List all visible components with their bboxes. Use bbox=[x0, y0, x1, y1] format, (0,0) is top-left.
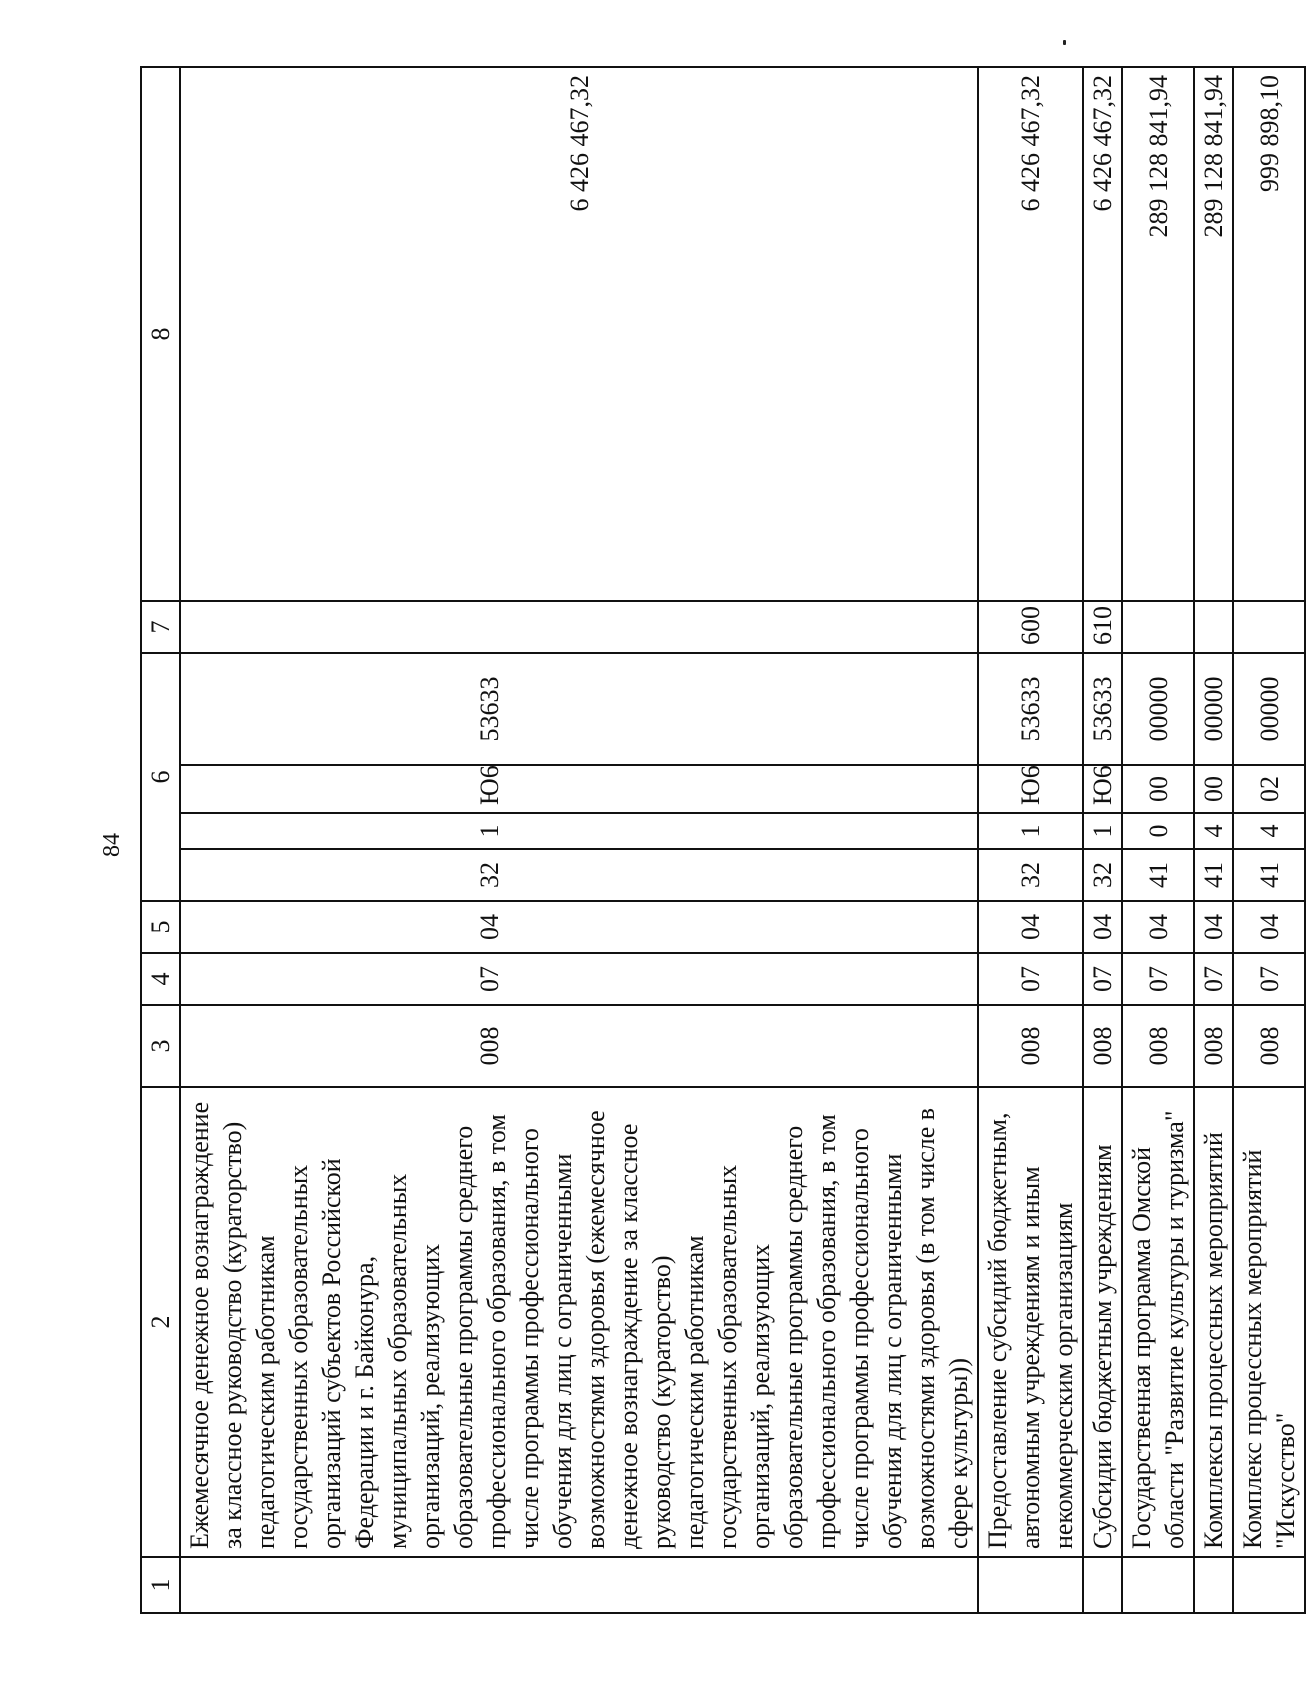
header-col-8: 8 bbox=[141, 67, 180, 601]
row-code-6-direction: 00000 bbox=[1122, 653, 1194, 765]
row-code-6-subprogram: 1 bbox=[1083, 813, 1122, 849]
row-amount: 6 426 467,32 bbox=[1083, 67, 1122, 601]
row-code-6-subprogram: 4 bbox=[1233, 813, 1305, 849]
row-code-6-project: 02 bbox=[1233, 765, 1305, 813]
row-code-6-direction: 00000 bbox=[1233, 653, 1305, 765]
table-row bbox=[1233, 67, 1305, 1613]
row-cell-1 bbox=[180, 1557, 978, 1613]
row-code-6-project: 00 bbox=[1194, 765, 1233, 813]
row-code-5: 04 bbox=[180, 901, 978, 953]
budget-table bbox=[140, 66, 1306, 1614]
table-row bbox=[1194, 67, 1233, 1613]
header-col-6: 6 bbox=[141, 653, 180, 901]
row-code-7 bbox=[1233, 601, 1305, 653]
row-code-6-program: 32 bbox=[1083, 849, 1122, 901]
row-code-6-program: 32 bbox=[978, 849, 1083, 901]
row-code-3: 008 bbox=[1122, 1005, 1194, 1087]
table-row bbox=[180, 67, 978, 1613]
row-code-6-subprogram: 1 bbox=[180, 813, 978, 849]
row-code-4: 07 bbox=[1083, 953, 1122, 1005]
row-code-7 bbox=[180, 601, 978, 653]
row-code-3: 008 bbox=[1083, 1005, 1122, 1087]
header-col-4: 4 bbox=[141, 953, 180, 1005]
row-amount: 6 426 467,32 bbox=[180, 67, 978, 601]
header-col-2: 2 bbox=[141, 1087, 180, 1557]
header-col-7: 7 bbox=[141, 601, 180, 653]
row-code-6-program: 41 bbox=[1122, 849, 1194, 901]
header-col-3: 3 bbox=[141, 1005, 180, 1087]
row-cell-1 bbox=[1083, 1557, 1122, 1613]
row-code-4: 07 bbox=[978, 953, 1083, 1005]
row-code-7: 610 bbox=[1083, 601, 1122, 653]
row-name: Субсидии бюджетным учреждениям bbox=[1083, 1087, 1122, 1557]
row-code-7 bbox=[1194, 601, 1233, 653]
row-name: Ежемесячное денежное вознаграждение за классное руководство (кураторство) педагогическим работникам государственных образовательных организаций субъектов Российской Федерации и г. Байконура, муниципальных образовательных организаций, реализующих образовательные программы среднего профессионального образования, в том числе программы профессионального обучения для лиц с ограниченными возможностями здоровья (ежемесячное денежное вознаграждение за классное руководство (кураторство) педагогическим работникам государственных образовательных организаций, реализующих образовательные программы среднего профессионального образования, в том числе программы профессионального обучения для лиц с ограниченными возможностями здоровья (в том числе в сфере культуры)) bbox=[180, 1087, 978, 1557]
row-code-6-project: 00 bbox=[1122, 765, 1194, 813]
row-code-4: 07 bbox=[180, 953, 978, 1005]
row-code-6-direction: 53633 bbox=[180, 653, 978, 765]
row-code-3: 008 bbox=[180, 1005, 978, 1087]
row-cell-1 bbox=[978, 1557, 1083, 1613]
row-code-3: 008 bbox=[978, 1005, 1083, 1087]
scan-speck bbox=[1063, 40, 1066, 45]
row-code-6-subprogram: 1 bbox=[978, 813, 1083, 849]
row-code-7 bbox=[1122, 601, 1194, 653]
row-amount: 289 128 841,94 bbox=[1194, 67, 1233, 601]
header-col-5: 5 bbox=[141, 901, 180, 953]
row-amount: 6 426 467,32 bbox=[978, 67, 1083, 601]
row-cell-1 bbox=[1122, 1557, 1194, 1613]
row-cell-1 bbox=[1233, 1557, 1305, 1613]
row-code-5: 04 bbox=[978, 901, 1083, 953]
row-code-6-direction: 00000 bbox=[1194, 653, 1233, 765]
row-code-5: 04 bbox=[1194, 901, 1233, 953]
row-code-6-program: 41 bbox=[1233, 849, 1305, 901]
row-code-3: 008 bbox=[1233, 1005, 1305, 1087]
row-name: Государственная программа Омской области "Развитие культуры и туризма" bbox=[1122, 1087, 1194, 1557]
row-code-6-direction: 53633 bbox=[1083, 653, 1122, 765]
row-name: Комплекс процессных мероприятий "Искусство" bbox=[1233, 1087, 1305, 1557]
header-col-1: 1 bbox=[141, 1557, 180, 1613]
row-code-6-project: Ю6 bbox=[978, 765, 1083, 813]
row-code-6-program: 41 bbox=[1194, 849, 1233, 901]
budget-table-sheet bbox=[140, 68, 1300, 1614]
row-code-6-subprogram: 4 bbox=[1194, 813, 1233, 849]
page-number: 84 bbox=[99, 833, 125, 857]
table-row bbox=[1083, 67, 1122, 1613]
table-row bbox=[1122, 67, 1194, 1613]
row-amount: 999 898,10 bbox=[1233, 67, 1305, 601]
row-code-4: 07 bbox=[1194, 953, 1233, 1005]
row-code-6-project: Ю6 bbox=[1083, 765, 1122, 813]
row-code-3: 008 bbox=[1194, 1005, 1233, 1087]
table-row bbox=[978, 67, 1083, 1613]
row-code-7: 600 bbox=[978, 601, 1083, 653]
row-code-6-program: 32 bbox=[180, 849, 978, 901]
row-code-4: 07 bbox=[1233, 953, 1305, 1005]
row-cell-1 bbox=[1194, 1557, 1233, 1613]
row-code-4: 07 bbox=[1122, 953, 1194, 1005]
row-code-6-project: Ю6 bbox=[180, 765, 978, 813]
row-name: Предоставление субсидий бюджетным, автономным учреждениям и иным некоммерческим организациям bbox=[978, 1087, 1083, 1557]
row-code-6-subprogram: 0 bbox=[1122, 813, 1194, 849]
row-code-5: 04 bbox=[1233, 901, 1305, 953]
row-amount: 289 128 841,94 bbox=[1122, 67, 1194, 601]
header-row bbox=[141, 67, 180, 1613]
row-code-6-direction: 53633 bbox=[978, 653, 1083, 765]
row-code-5: 04 bbox=[1122, 901, 1194, 953]
row-name: Комплексы процессных мероприятий bbox=[1194, 1087, 1233, 1557]
row-code-5: 04 bbox=[1083, 901, 1122, 953]
